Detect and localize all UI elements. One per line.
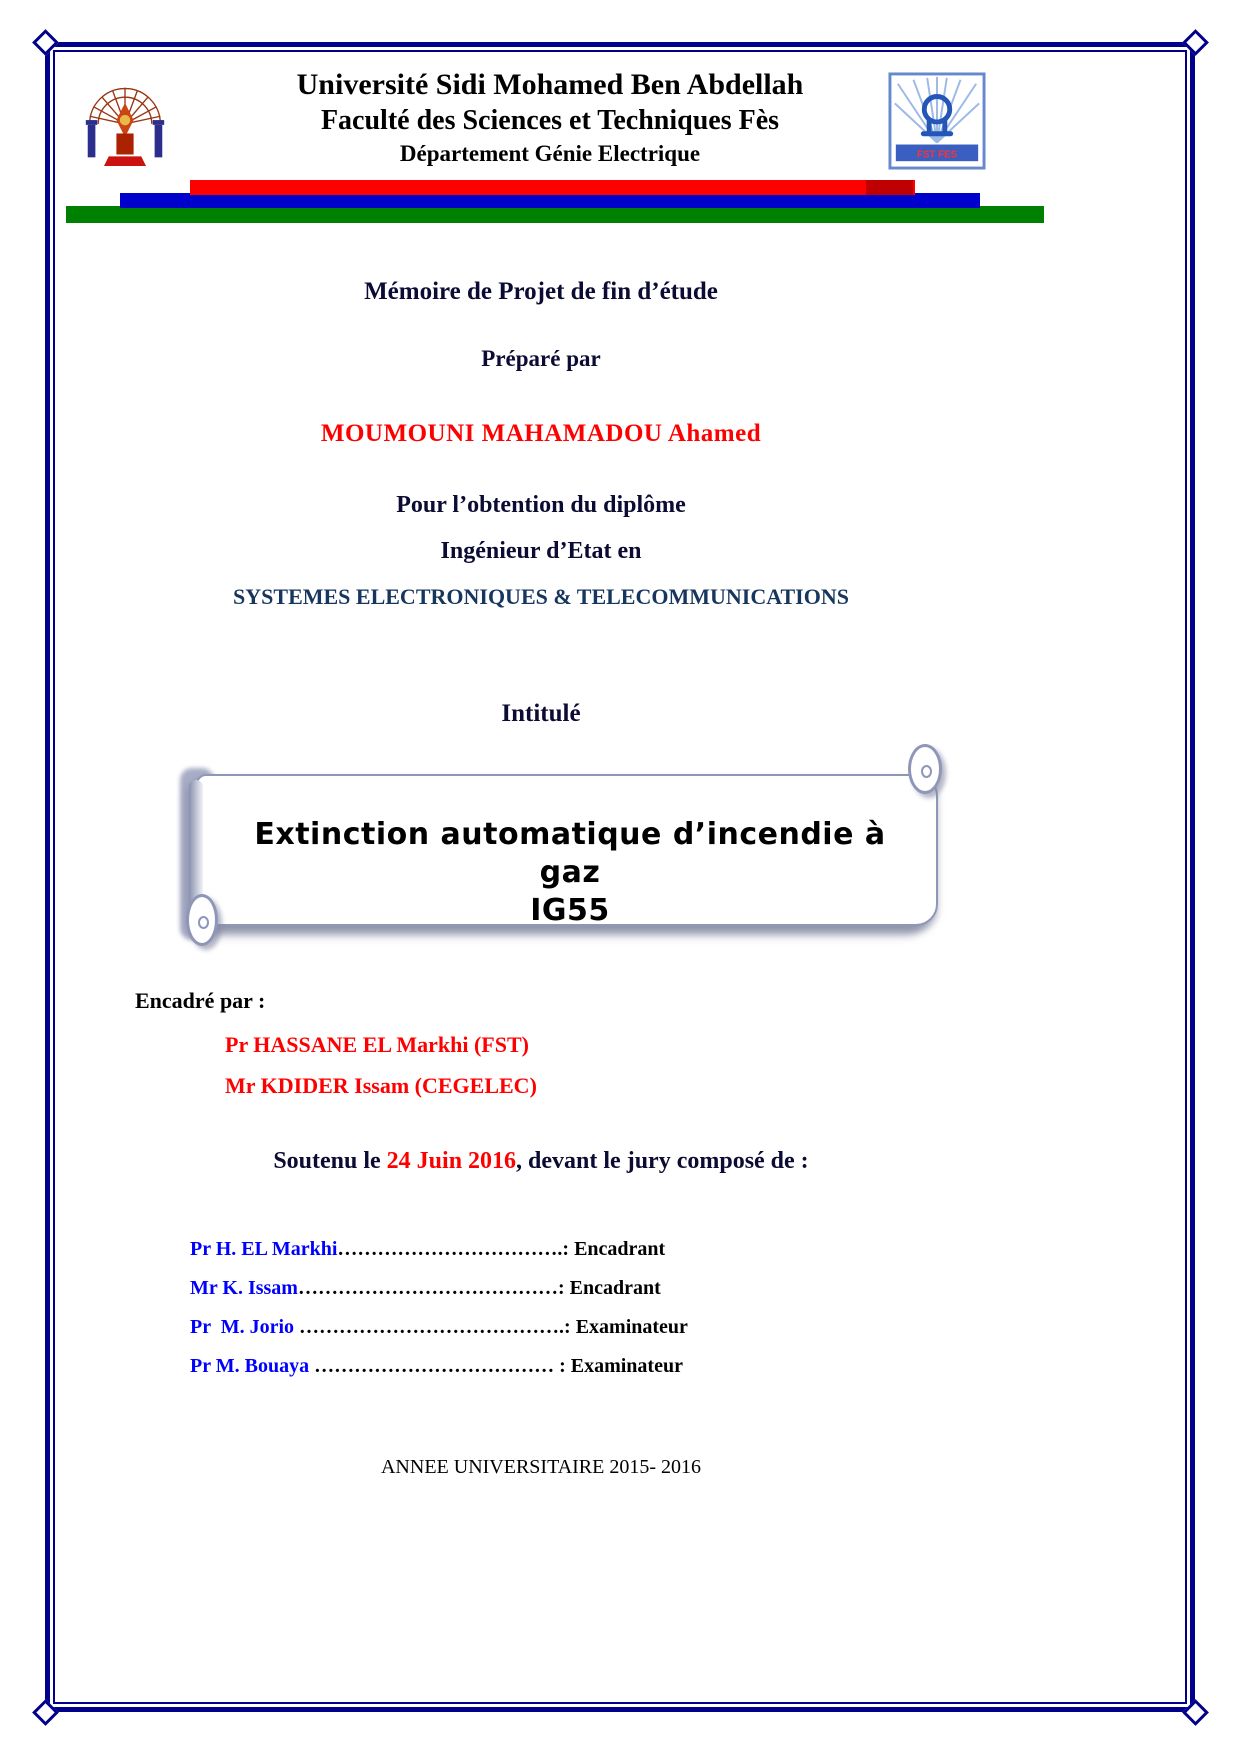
decorative-bar-green bbox=[66, 206, 1044, 223]
dot-leader: …………………………….: bbox=[337, 1238, 570, 1260]
dot-leader: ………………………………….: bbox=[299, 1316, 571, 1338]
university-seal-icon bbox=[82, 70, 168, 174]
jury-member-name: Pr M. Jorio bbox=[190, 1316, 300, 1338]
diploma-intro: Pour l’obtention du diplôme bbox=[396, 492, 686, 518]
jury-member-role: Encadrant bbox=[564, 1277, 661, 1299]
jury-member-name: Pr H. EL Markhi bbox=[190, 1238, 338, 1260]
fst-fes-logo-text: FST FES bbox=[916, 149, 958, 161]
author-name: MOUMOUNI MAHAMADOU Ahamed bbox=[320, 420, 762, 447]
university-seal-logo bbox=[82, 70, 168, 174]
supervisor-1: Pr HASSANE EL Markhi (FST) bbox=[225, 1032, 529, 1057]
degree-line: Ingénieur d’Etat en bbox=[440, 538, 642, 564]
defense-prefix: Soutenu le bbox=[273, 1148, 387, 1174]
fst-fes-icon bbox=[888, 72, 986, 170]
jury-row bbox=[190, 1351, 688, 1390]
fst-fes-logo bbox=[888, 72, 986, 170]
supervised-by-label: Encadré par : bbox=[135, 988, 266, 1013]
jury-member-name: Pr M. Bouaya bbox=[190, 1355, 315, 1377]
department-name: Département Génie Electrique bbox=[399, 141, 701, 166]
header bbox=[170, 66, 930, 169]
university-name: Université Sidi Mohamed Ben Abdellah bbox=[296, 68, 804, 101]
jury-row bbox=[190, 1273, 688, 1312]
jury-member-role: Examinateur bbox=[565, 1355, 683, 1377]
academic-year: ANNEE UNIVERSITAIRE 2015- 2016 bbox=[380, 1456, 702, 1478]
banner-curl-top-right bbox=[908, 744, 942, 794]
thesis-title-line2: IG55 bbox=[530, 893, 610, 928]
dot-leader: ……………………………… : bbox=[314, 1355, 566, 1377]
decorative-bar-red bbox=[190, 180, 915, 195]
faculty-name: Faculté des Sciences et Techniques Fès bbox=[320, 105, 780, 136]
jury-list bbox=[190, 1234, 688, 1390]
memoire-heading: Mémoire de Projet de fin d’étude bbox=[364, 278, 718, 305]
defense-suffix: , devant le jury composé de : bbox=[516, 1148, 809, 1174]
jury-row bbox=[190, 1234, 688, 1273]
jury-member-role: Encadrant bbox=[569, 1238, 666, 1260]
supervisor-2: Mr KDIDER Issam (CEGELEC) bbox=[225, 1073, 537, 1098]
defense-date: 24 Juin 2016 bbox=[386, 1148, 517, 1174]
jury-row bbox=[190, 1312, 688, 1351]
title-banner bbox=[180, 748, 955, 953]
thesis-title-line1: Extinction automatique d’incendie à gaz bbox=[254, 817, 886, 890]
jury-member-role: Examinateur bbox=[570, 1316, 688, 1338]
decorative-bar-red-end bbox=[866, 180, 913, 195]
defense-line bbox=[66, 1148, 1016, 1175]
decorative-bar-blue bbox=[120, 193, 980, 208]
jury-member-name: Mr K. Issam bbox=[190, 1277, 298, 1299]
banner-curl-bottom-left bbox=[186, 894, 218, 946]
prepared-by-label: Préparé par bbox=[481, 346, 601, 371]
title-label: Intitulé bbox=[501, 700, 581, 727]
dot-leader: …………………………………: bbox=[297, 1277, 565, 1299]
program-name: SYSTEMES ELECTRONIQUES & TELECOMMUNICATIONS bbox=[233, 584, 849, 609]
thesis-title bbox=[230, 816, 910, 930]
